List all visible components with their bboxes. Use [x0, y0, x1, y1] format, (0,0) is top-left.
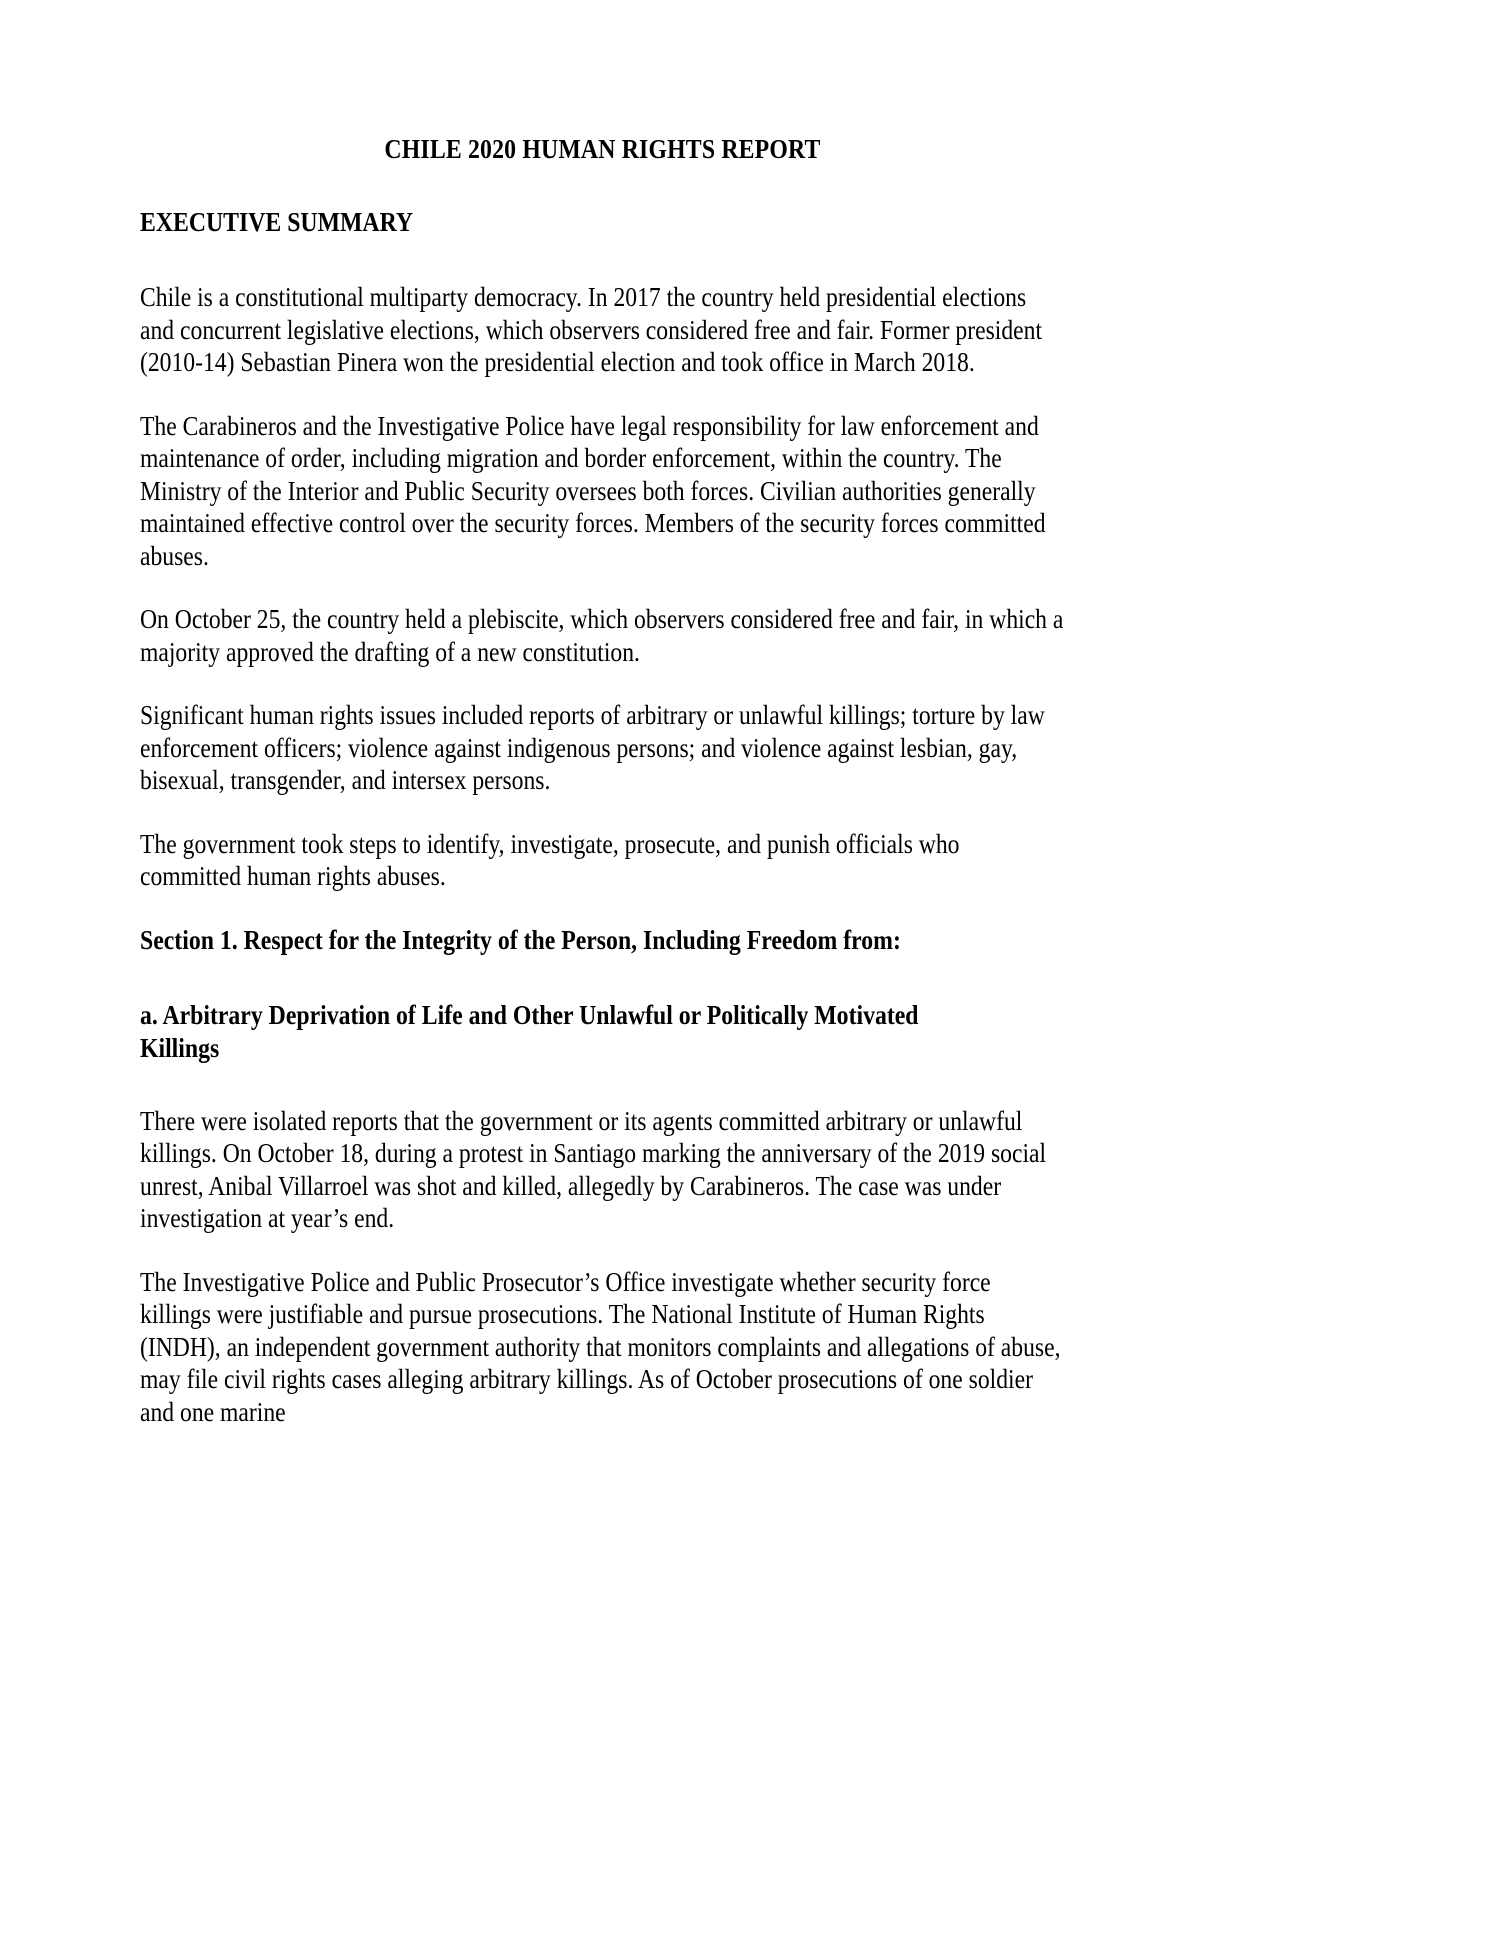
document-body: [140, 132, 1065, 1428]
paragraph-isolated-reports: There were isolated reports that the government or its agents committed arbitrary or unlawful killings. On October 18, during a protest in Santiago marking the anniversary of the 2019 social unrest, Anibal Villarroel was shot and killed, allegedly by Carabineros. The case was under investigation at year’s end.: [140, 1105, 1047, 1233]
paragraph-security-forces: The Carabineros and the Investigative Police have legal responsibility for law enforcement and maintenance of order, including migration and border enforcement, within the country. The Ministry of the Interior and Public Security oversees both forces. Civilian authorities generally maintained effective control over the security forces. Members of the security forces committed abuses.: [140, 410, 1046, 571]
page-title: CHILE 2020 HUMAN RIGHTS REPORT: [384, 134, 821, 164]
paragraph-investigative-police: The Investigative Police and Public Prosecutor’s Office investigate whether security force killings were justifiable and pursue prosecutions. The National Institute of Human Rights (INDH), an independent government authority that monitors complaints and allegations of abuse, may file civil rights cases alleging arbitrary killings. As of October prosecutions of one soldier and one marine: [140, 1266, 1061, 1427]
executive-summary-heading: EXECUTIVE SUMMARY: [140, 207, 414, 237]
section-1-heading: Section 1. Respect for the Integrity of the Person, Including Freedom from:: [140, 924, 901, 955]
paragraph-government-steps: The government took steps to identify, investigate, prosecute, and punish officials who committed human rights abuses.: [140, 828, 960, 891]
subsection-a-heading: a. Arbitrary Deprivation of Life and Other Unlawful or Politically Motivated Killings: [140, 999, 919, 1063]
paragraph-overview-democracy: Chile is a constitutional multiparty democracy. In 2017 the country held presidential elections and concurrent legislative elections, which observers considered free and fair. Former president (2010-14) Sebastian Pinera won the presidential election and took office in March 2018.: [140, 282, 1043, 377]
paragraph-plebiscite: On October 25, the country held a plebiscite, which observers considered free and fair, in which a majority approved the drafting of a new constitution.: [140, 604, 1064, 667]
paragraph-significant-issues: Significant human rights issues included reports of arbitrary or unlawful killings; torture by law enforcement officers; violence against indigenous persons; and violence against lesbian, gay, bisexual, transgender, and intersex persons.: [140, 700, 1045, 795]
